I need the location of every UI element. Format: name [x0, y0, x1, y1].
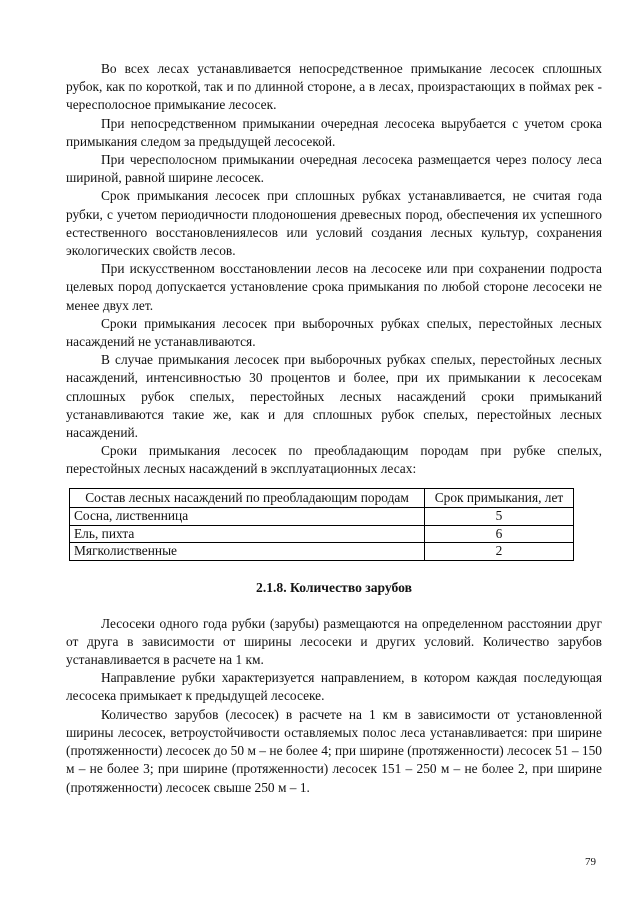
table-row	[70, 525, 574, 543]
adjacency-period-table	[69, 488, 574, 561]
section-heading: 2.1.8. Количество зарубов	[256, 579, 412, 595]
table-row	[70, 543, 574, 561]
paragraph: Сроки примыкания лесосек по преобладающим породам при рубке спелых, перестойных лесных насаждений в эксплуатационных лесах:	[66, 443, 602, 477]
paragraph: При искусственном восстановлении лесов на лесосеке или при сохранении подроста целевых пород допускается установление срока примыкания по любой стороне лесосеки не менее двух лет.	[66, 261, 602, 313]
period-cell: 6	[425, 525, 574, 543]
paragraph: При непосредственном примыкании очередная лесосека вырубается с учетом срока примыкания следом за предыдущей лесосекой.	[66, 115, 602, 149]
paragraph: При чересполосном примыкании очередная лесосека размещается через полосу леса шириной, равной ширине лесосек.	[66, 152, 602, 186]
column-header-species: Состав лесных насаждений по преобладающим породам	[70, 488, 425, 508]
period-cell: 2	[425, 543, 574, 561]
page-content	[66, 60, 602, 797]
paragraph: Направление рубки характеризуется направлением, в котором каждая последующая лесосека примыкает к предыдущей лесосеке.	[66, 670, 602, 704]
table-header-row	[70, 488, 574, 508]
paragraph: Во всех лесах устанавливается непосредственное примыкание лесосек сплошных рубок, как по короткой, так и по длинной стороне, а в лесах, произрастающих в поймах рек - чересполосное примыкание лесосек.	[66, 61, 602, 113]
species-cell: Сосна, лиственница	[70, 508, 425, 526]
paragraph: Количество зарубов (лесосек) в расчете на 1 км в зависимости от установленной ширины лесосек, ветроустойчивости оставляемых полос леса устанавливается: при ширине (протяженности) лесосек до 50 м – не более 4; при ширине (протяженности) лесосек 51 – 150 м – не более 3; при ширине (протяженности) лесосек 151 – 250 м – не более 2, при ширине (протяженности) лесосек свыше 250 м – 1.	[66, 706, 602, 795]
species-cell: Мягколиственные	[70, 543, 425, 561]
period-cell: 5	[425, 508, 574, 526]
page-number: 79	[585, 856, 596, 868]
column-header-period: Срок примыкания, лет	[425, 488, 574, 508]
species-cell: Ель, пихта	[70, 525, 425, 543]
paragraph: Сроки примыкания лесосек при выборочных рубках спелых, перестойных лесных насаждений не устанавливаются.	[66, 315, 602, 350]
paragraph: В случае примыкания лесосек при выборочных рубках спелых, перестойных лесных насаждений, интенсивностью 30 процентов и более, при их примыкании к лесосекам сплошных рубок спелых, перестойных лесных насаждений сроки примыканий устанавливаются такие же, как и для сплошных рубок спелых, перестойных лесных насаждений.	[66, 352, 602, 441]
paragraph: Срок примыкания лесосек при сплошных рубках устанавливается, не считая года рубки, с учетом периодичности плодоношения древесных пород, обеспечения их успешного естественного восстановлениялесов или условий создания лесных культур, сохранения экологических свойств лесов.	[66, 188, 602, 259]
paragraph: Лесосеки одного года рубки (зарубы) размещаются на определенном расстоянии друг от друга в зависимости от ширины лесосеки и других условий. Количество зарубов устанавливается в расчете на 1 км.	[66, 615, 602, 668]
table-row	[70, 508, 574, 526]
